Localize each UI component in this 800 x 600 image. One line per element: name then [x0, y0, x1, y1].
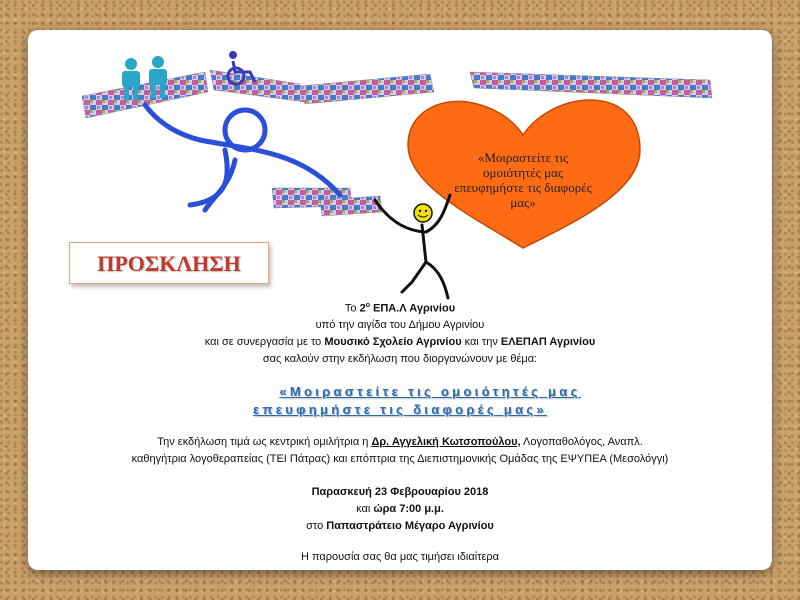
invitation-title-box	[69, 242, 269, 284]
stick-figure	[375, 195, 450, 298]
speaker-prefix: Την εκδήλωση τιμά ως κεντρική ομιλήτρια η	[157, 436, 372, 448]
speaker-title: Λογοπαθολόγος, Αναπλ.	[520, 436, 643, 448]
school-number: 2	[359, 302, 366, 315]
elepap-org: ΕΛΕΠΑΠ Αγρινίου	[500, 336, 596, 348]
music-school: Μουσικό Σχολείο Αγρινίου	[324, 336, 462, 348]
host-line	[0, 302, 800, 315]
event-date-text: Παρασκευή 23 Φεβρουαρίου 2018	[311, 486, 489, 498]
motto-text-1: «Μοιραστείτε τις ομοιότητές μας	[279, 384, 581, 399]
cooperation-prefix: και σε συνεργασία με το	[204, 336, 325, 348]
event-motto-line-1	[0, 384, 800, 399]
host-prefix: Το	[344, 302, 360, 315]
heart-motto: «Μοιραστείτε τις ομοιότητές μας επευφημήστε τις διαφορές μας»	[454, 150, 592, 210]
invite-line: σας καλούν στην εκδήλωση που διοργανώνουν με θέμα:	[262, 353, 538, 365]
event-date	[0, 486, 800, 498]
speaker-affiliation: καθηγήτρια λογοθεραπείας (ΤΕΙ Πάτρας) και επόπτρια της Διεπιστημονικής Ομάδας της ΕΨΥΠΕΑ (Μεσολόγγι)	[131, 453, 669, 465]
school-ordinal: ο	[365, 302, 370, 309]
closing-line: Η παρουσία σας θα μας τιμήσει ιδιαίτερα	[300, 551, 500, 563]
cooperation-line	[0, 336, 800, 348]
motto-text-2: επευφημήστε τις διαφορές μας»	[253, 402, 547, 417]
smiley-face	[414, 204, 432, 222]
speaker-name: Δρ. Αγγελική Κωτσοπούλου,	[371, 436, 521, 448]
event-venue-text: Παπαστράτειο Μέγαρο Αγρινίου	[326, 520, 494, 532]
patronage-line: υπό την αιγίδα του Δήμου Αγρινίου	[315, 319, 485, 331]
venue-prefix: στο	[306, 520, 327, 532]
page-title: ΠΡΟΣΚΛΗΣΗ	[97, 251, 241, 276]
event-venue	[0, 520, 800, 532]
event-time-text: ώρα 7:00 μ.μ.	[373, 503, 444, 515]
event-motto-line-2	[0, 402, 800, 417]
event-time	[0, 503, 800, 515]
school-name: ΕΠΑ.Λ Αγρινίου	[369, 302, 456, 315]
cooperation-mid: και την	[461, 336, 501, 348]
speaker-line	[0, 436, 800, 448]
time-prefix: και	[356, 503, 374, 515]
